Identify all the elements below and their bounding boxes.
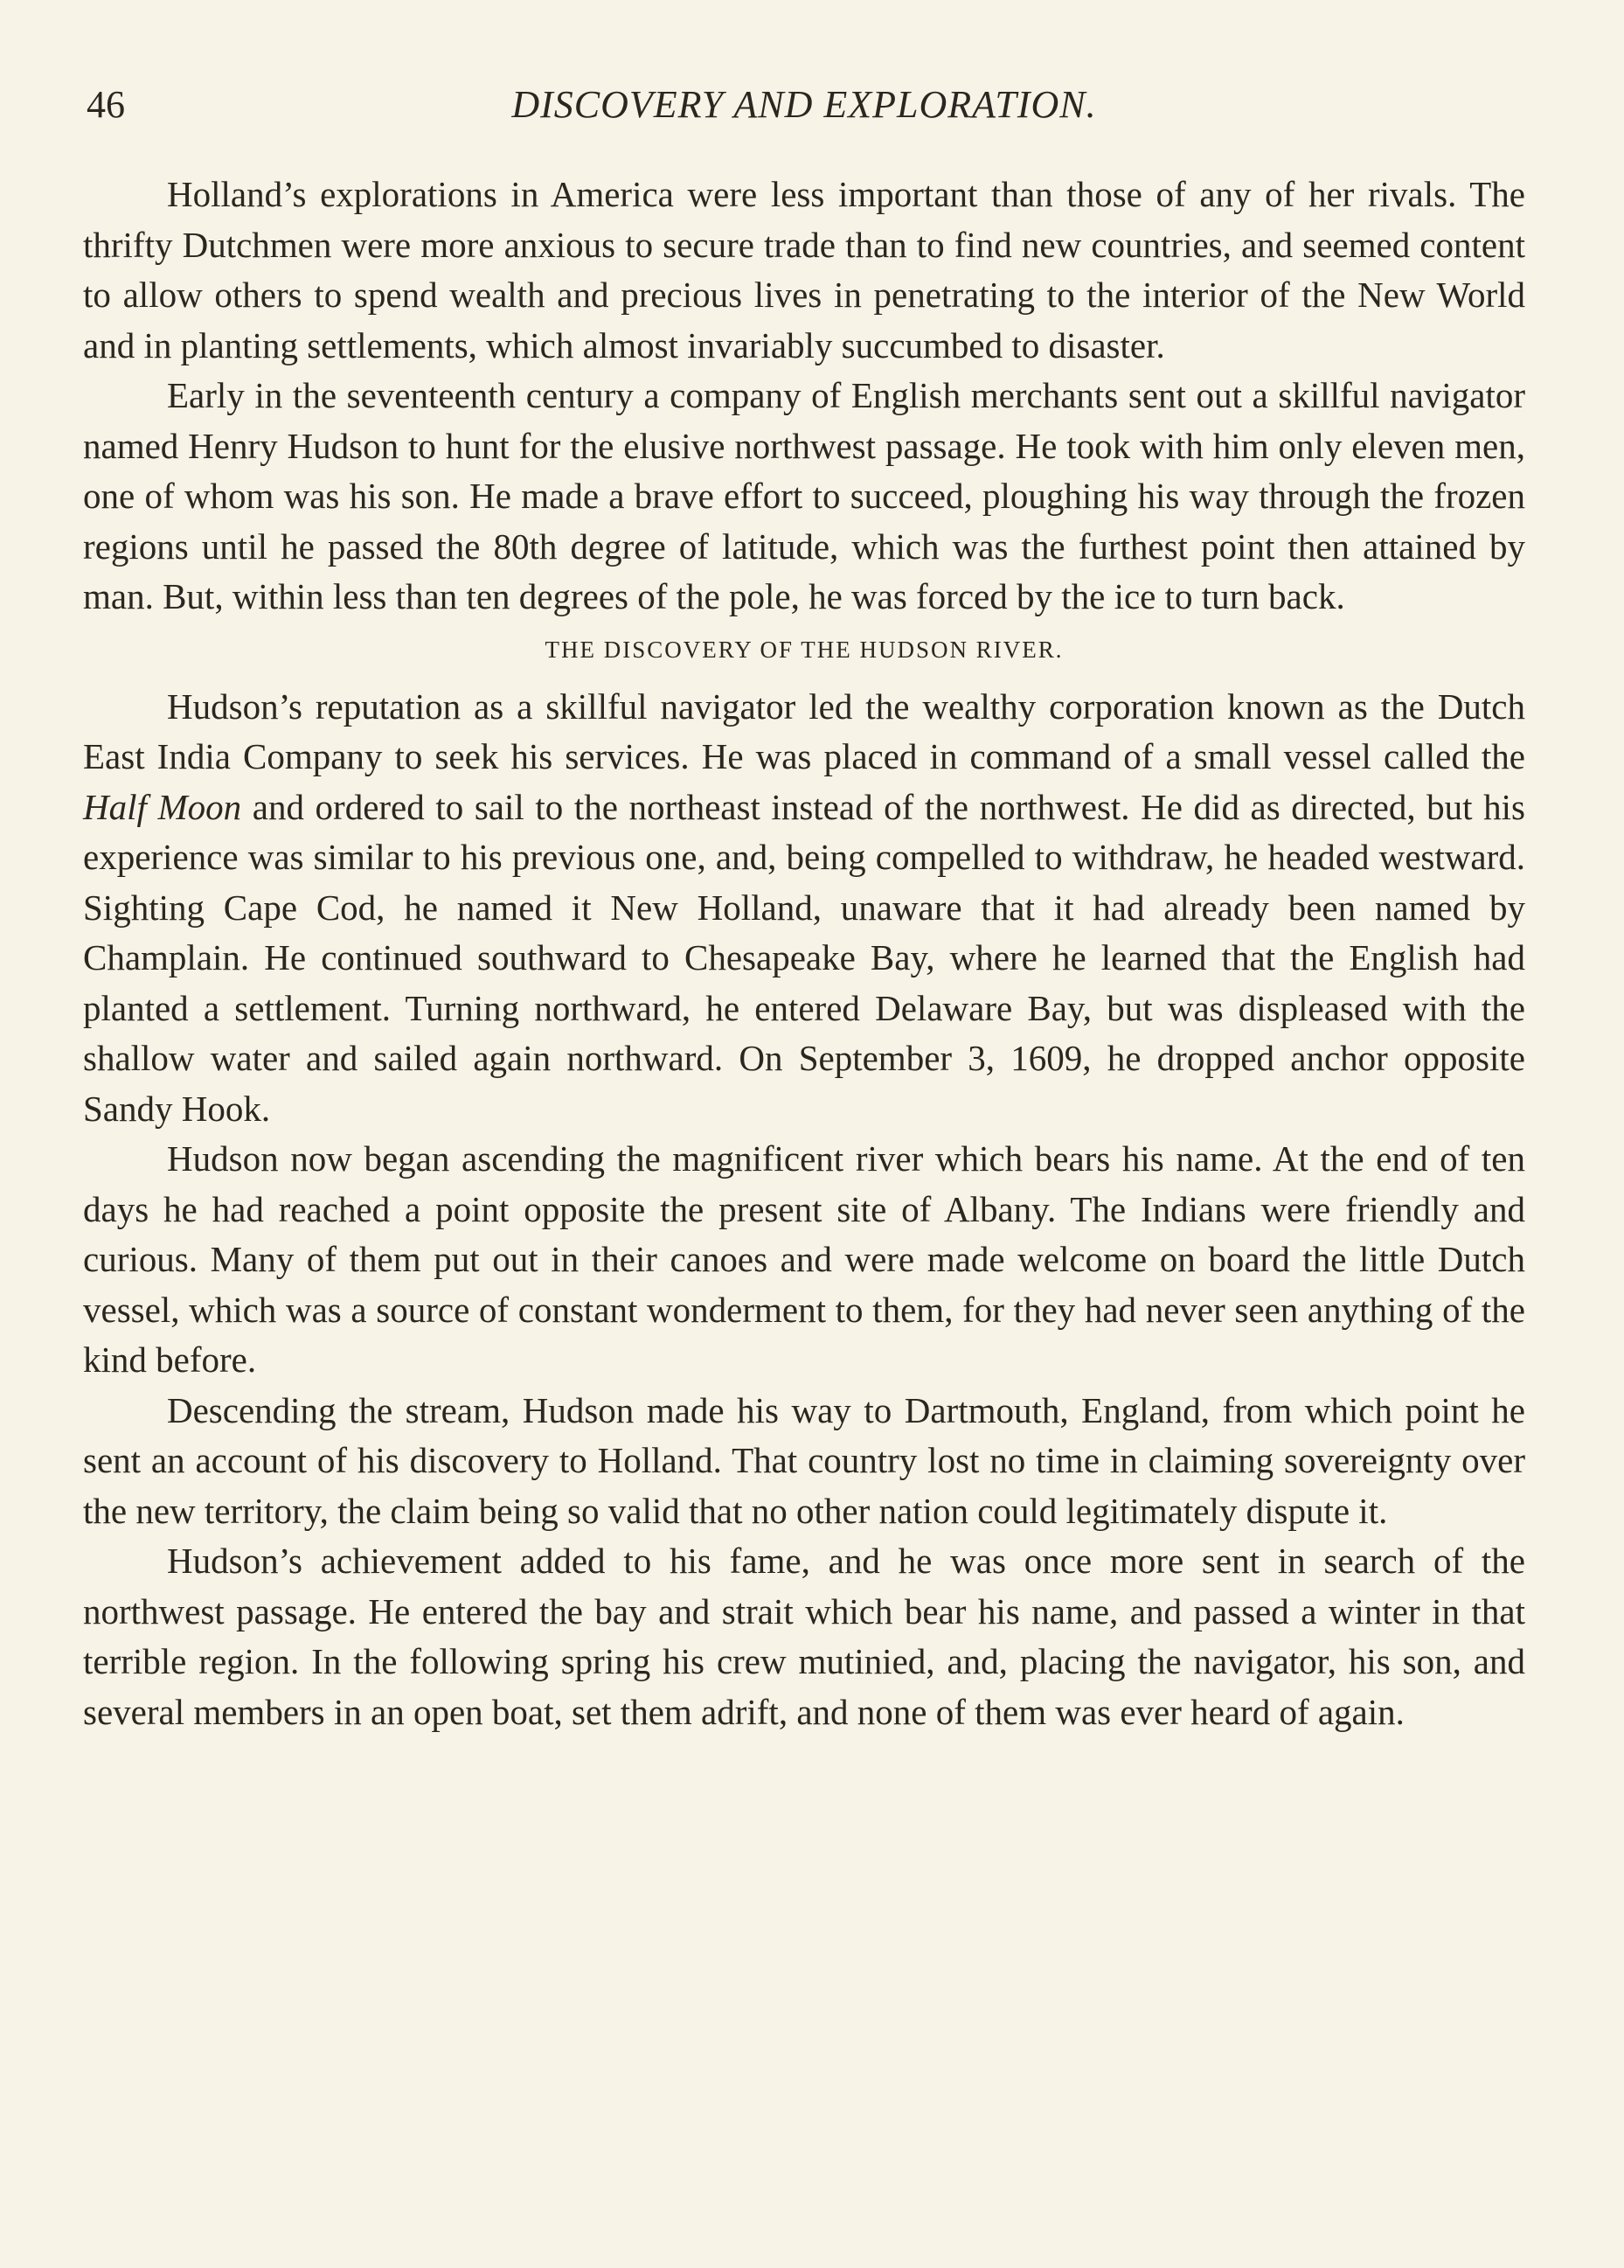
ship-name: Half Moon [83, 786, 242, 827]
section-heading: THE DISCOVERY OF THE HUDSON RIVER. [545, 636, 1064, 663]
paragraph-text-part: Hudson’s reputation as a skillful navigator led the wealthy corporation known as the Dutch East India Company to seek his services. He was placed in command of a small vessel called the [83, 685, 1525, 776]
page-number: 46 [87, 83, 125, 126]
paragraph-final-voyage: Hudson’s achievement added to his fame, and he was once more sent in search of the northwest passage. He entered the bay and strait which bear his name, and passed a winter in that terrible region. In the following spring his crew mutinied, and, placing the navigator, his son, and several members in an open boat, set them adrift, and none of them was ever heard of again. [83, 1541, 1525, 1732]
running-head [83, 70, 1525, 140]
running-title: DISCOVERY AND EXPLORATION. [511, 83, 1097, 126]
paragraph-hollands-explorations: Holland’s explorations in America were less important than those of any of her rivals. The thrifty Dutchmen were more anxious to secure trade than to find new countries, and seemed content to allow others to spend wealth and precious lives in penetrating to the interior of the New World and in planting settlements, which almost invariably succumbed to disaster. [83, 174, 1525, 365]
paragraph-dutch-east-india-company [83, 682, 1525, 1135]
paragraph-dartmouth: Descending the stream, Hudson made his way to Dartmouth, England, from which point he sent an account of his discovery to Holland. That country lost no time in claiming sovereignty over the new territory, the claim being so valid that no other nation could legitimately dispute it. [83, 1389, 1525, 1531]
paragraph-henry-hudson-english-voyage: Early in the seventeenth century a company of English merchants sent out a skillful navigator named Henry Hudson to hunt for the elusive northwest passage. He took with him only eleven men, one of whom was his son. He made a brave effort to succeed, ploughing his way through the frozen regions until he passed the 80th degree of latitude, which was the furthest point then attained by man. But, within less than ten degrees of the pole, he was forced by the ice to turn back. [83, 375, 1525, 616]
book-page [83, 70, 1525, 1737]
paragraph-ascending-river: Hudson now began ascending the magnificent river which bears his name. At the end of ten days he had reached a point opposite the present site of Albany. The Indians were friendly and curious. Many of them put out in their canoes and were made welcome on board the little Dutch vessel, which was a source of constant wonderment to them, for they had never seen anything of the kind before. [83, 1138, 1525, 1380]
paragraph-text-part: and ordered to sail to the northeast instead of the northwest. He did as directed, but his experience was similar to his previous one, and, being compelled to withdraw, he headed westward. Sighting Cape Cod, he named it New Holland, unaware that it had already been named by Champlain. He continued southward to Chesapeake Bay, where he learned that the English had planted a settlement. Turning northward, he entered Delaware Bay, but was displeased with the shallow water and sailed again northward. On September 3, 1609, he dropped anchor opposite Sandy Hook. [83, 786, 1526, 1129]
